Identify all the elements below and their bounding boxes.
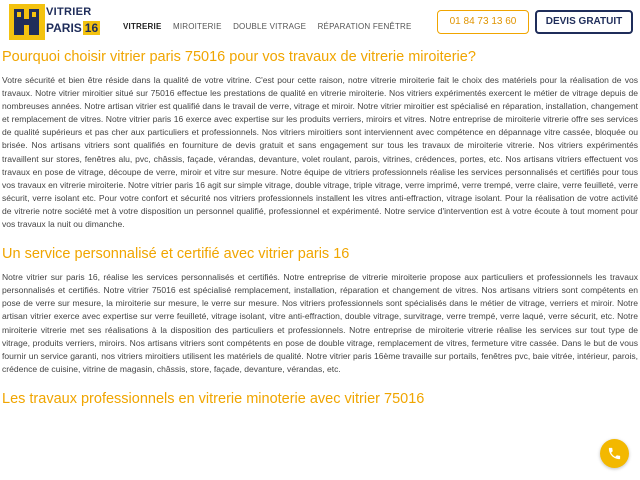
section-title-travaux: Les travaux professionnels en vitrerie minoterie avec vitrier 75016 xyxy=(2,390,425,407)
section-text-pourquoi: Votre sécurité et bien être réside dans la qualité de votre vitrine. C'est pour cette raison, notre vitrerie miroiterie fait le choix des matériels pour la réalisation de vos travaux. Notre vitrier miroitier situé sur 75016 effectue les prestations de qualité en vitrerie miroiterie. Nos vitriers expérimentés exercent le métier de vitrage depuis de nombreuses années. Notre artisan vitrier est qualifié dans le travail de verre, vitrage et miroir. Notre vitrier miroitier est spécialisé en réparation, installation, changement et remplacement de vitres. Notre vitrier paris 16 exerce avec expertise sur les produits verriers, miroirs et vitres. Notre entreprise de miroiterie vitrerie offre ses services de qualité supérieurs et pas cher aux particuliers et professionnels. Nos vitriers miroitiers sont interviennent avec compétence en dépannage vitre cassée, bloquée ou brisée. Nos artisans vitriers sont qualifiés en fourniture de devis gratuit et sans engagement sur tous les travaux de miroiterie vitrerie. Nos vitriers expérimentés travaillent sur stores, fenêtres alu, pvc, châssis, façade, vérandas, devanture, volet roulant, parois, vitrines, crédences, portes, etc. Nos artisans vitriers effectuent vos travaux en pose de vitrage, découpe de verre, miroir et vitre sur mesure. Notre équipe de vitriers professionnels réalise les services personnalisés et certifiés pour tous vos travaux en vitrerie miroiterie. Notre vitrier paris 16 agit sur simple vitrage, double vitrage, triple vitrage, verre imprimé, verre trempé, verre claire, verre feuilleté, verre sécurit, verre isolant etc. Pour votre confort et sécurité nos vitriers professionnels installent les vitres anti-effraction, vitrage isolant. Pour la réalisation de votre activité de vitrerie notre société met à votre disposition un personnel qualifié, professionnel et expérimenté. Notre service d'intervention est à votre écoute à tout moment pour vos travaux la nuit ou dimanche. xyxy=(2,75,638,230)
section-title-service: Un service personnalisé et certifié avec vitrier paris 16 xyxy=(2,246,350,263)
site-header xyxy=(0,0,640,44)
logo-window-icon xyxy=(8,3,46,41)
logo-line-1: VITRIER xyxy=(46,6,92,18)
nav-item-double-vitrage[interactable]: DOUBLE VITRAGE xyxy=(233,22,307,31)
site-logo[interactable] xyxy=(8,3,100,41)
nav-item-reparation-fenetre[interactable]: RÉPARATION FENÊTRE xyxy=(317,22,412,31)
main-nav xyxy=(123,16,419,31)
section-title-pourquoi: Pourquoi choisir vitrier paris 75016 pour vos travaux de vitrerie miroiterie? xyxy=(2,49,476,65)
logo-text xyxy=(46,5,102,39)
logo-line-2 xyxy=(46,20,102,37)
main-content xyxy=(0,44,640,416)
phone-icon xyxy=(607,446,622,461)
nav-item-vitrerie[interactable]: VITRERIE xyxy=(123,22,162,31)
logo-word-paris: PARIS xyxy=(46,21,82,35)
nav-item-miroiterie[interactable]: MIROITERIE xyxy=(172,22,222,31)
devis-gratuit-button[interactable]: DEVIS GRATUIT xyxy=(535,10,633,34)
call-floating-button[interactable] xyxy=(600,439,629,468)
phone-button[interactable]: 01 84 73 13 60 xyxy=(437,10,529,34)
section-text-service: Notre vitrier sur paris 16, réalise les services personnalisés et certifiés. Notre entreprise de vitrerie miroiterie propose aux particuliers et professionnels les travaux personnalisés et certifiés. Notre vitrier 75016 est spécialisé remplacement, installation, réparation et changement de vitres. Nos artisans vitriers sont compétents en pose de verre sur mesure, la miroiterie sur mesure, le verre sur mesure. Nos vitriers professionnels sont spécialisés dans le métier de vitrage, verriers et miroir. Notre artisan vitrier exerce avec expertise sur verre feuilleté, vitrage isolant, vitre anti-effraction, double vitrage, survitrage, verre trempé, verre laqué, verre sécurit, etc. Notre miroiterie vitrerie met ses réalisations à la disposition des particuliers et professionnels. Notre entreprise de miroiterie vitrerie réalise les services sur tout type de vitrage, produits verriers, miroirs. Nos artisans vitriers sont compétents en pose de double vitrage, remplacement de vitres, fermeture vitre cassée. Dans le but de vous fournir un service garanti, nos vitriers miroitiers utilisent les matériels de qualité. Notre vitrier paris 16ème travaille sur portails, fenêtres pvc, baie vitrée, intérieur, parois, crédence de cuisine, vitrine de magasin, châssis, store, façade, devanture, vérandas, etc. xyxy=(2,272,638,374)
logo-word-16: 16 xyxy=(84,21,99,35)
